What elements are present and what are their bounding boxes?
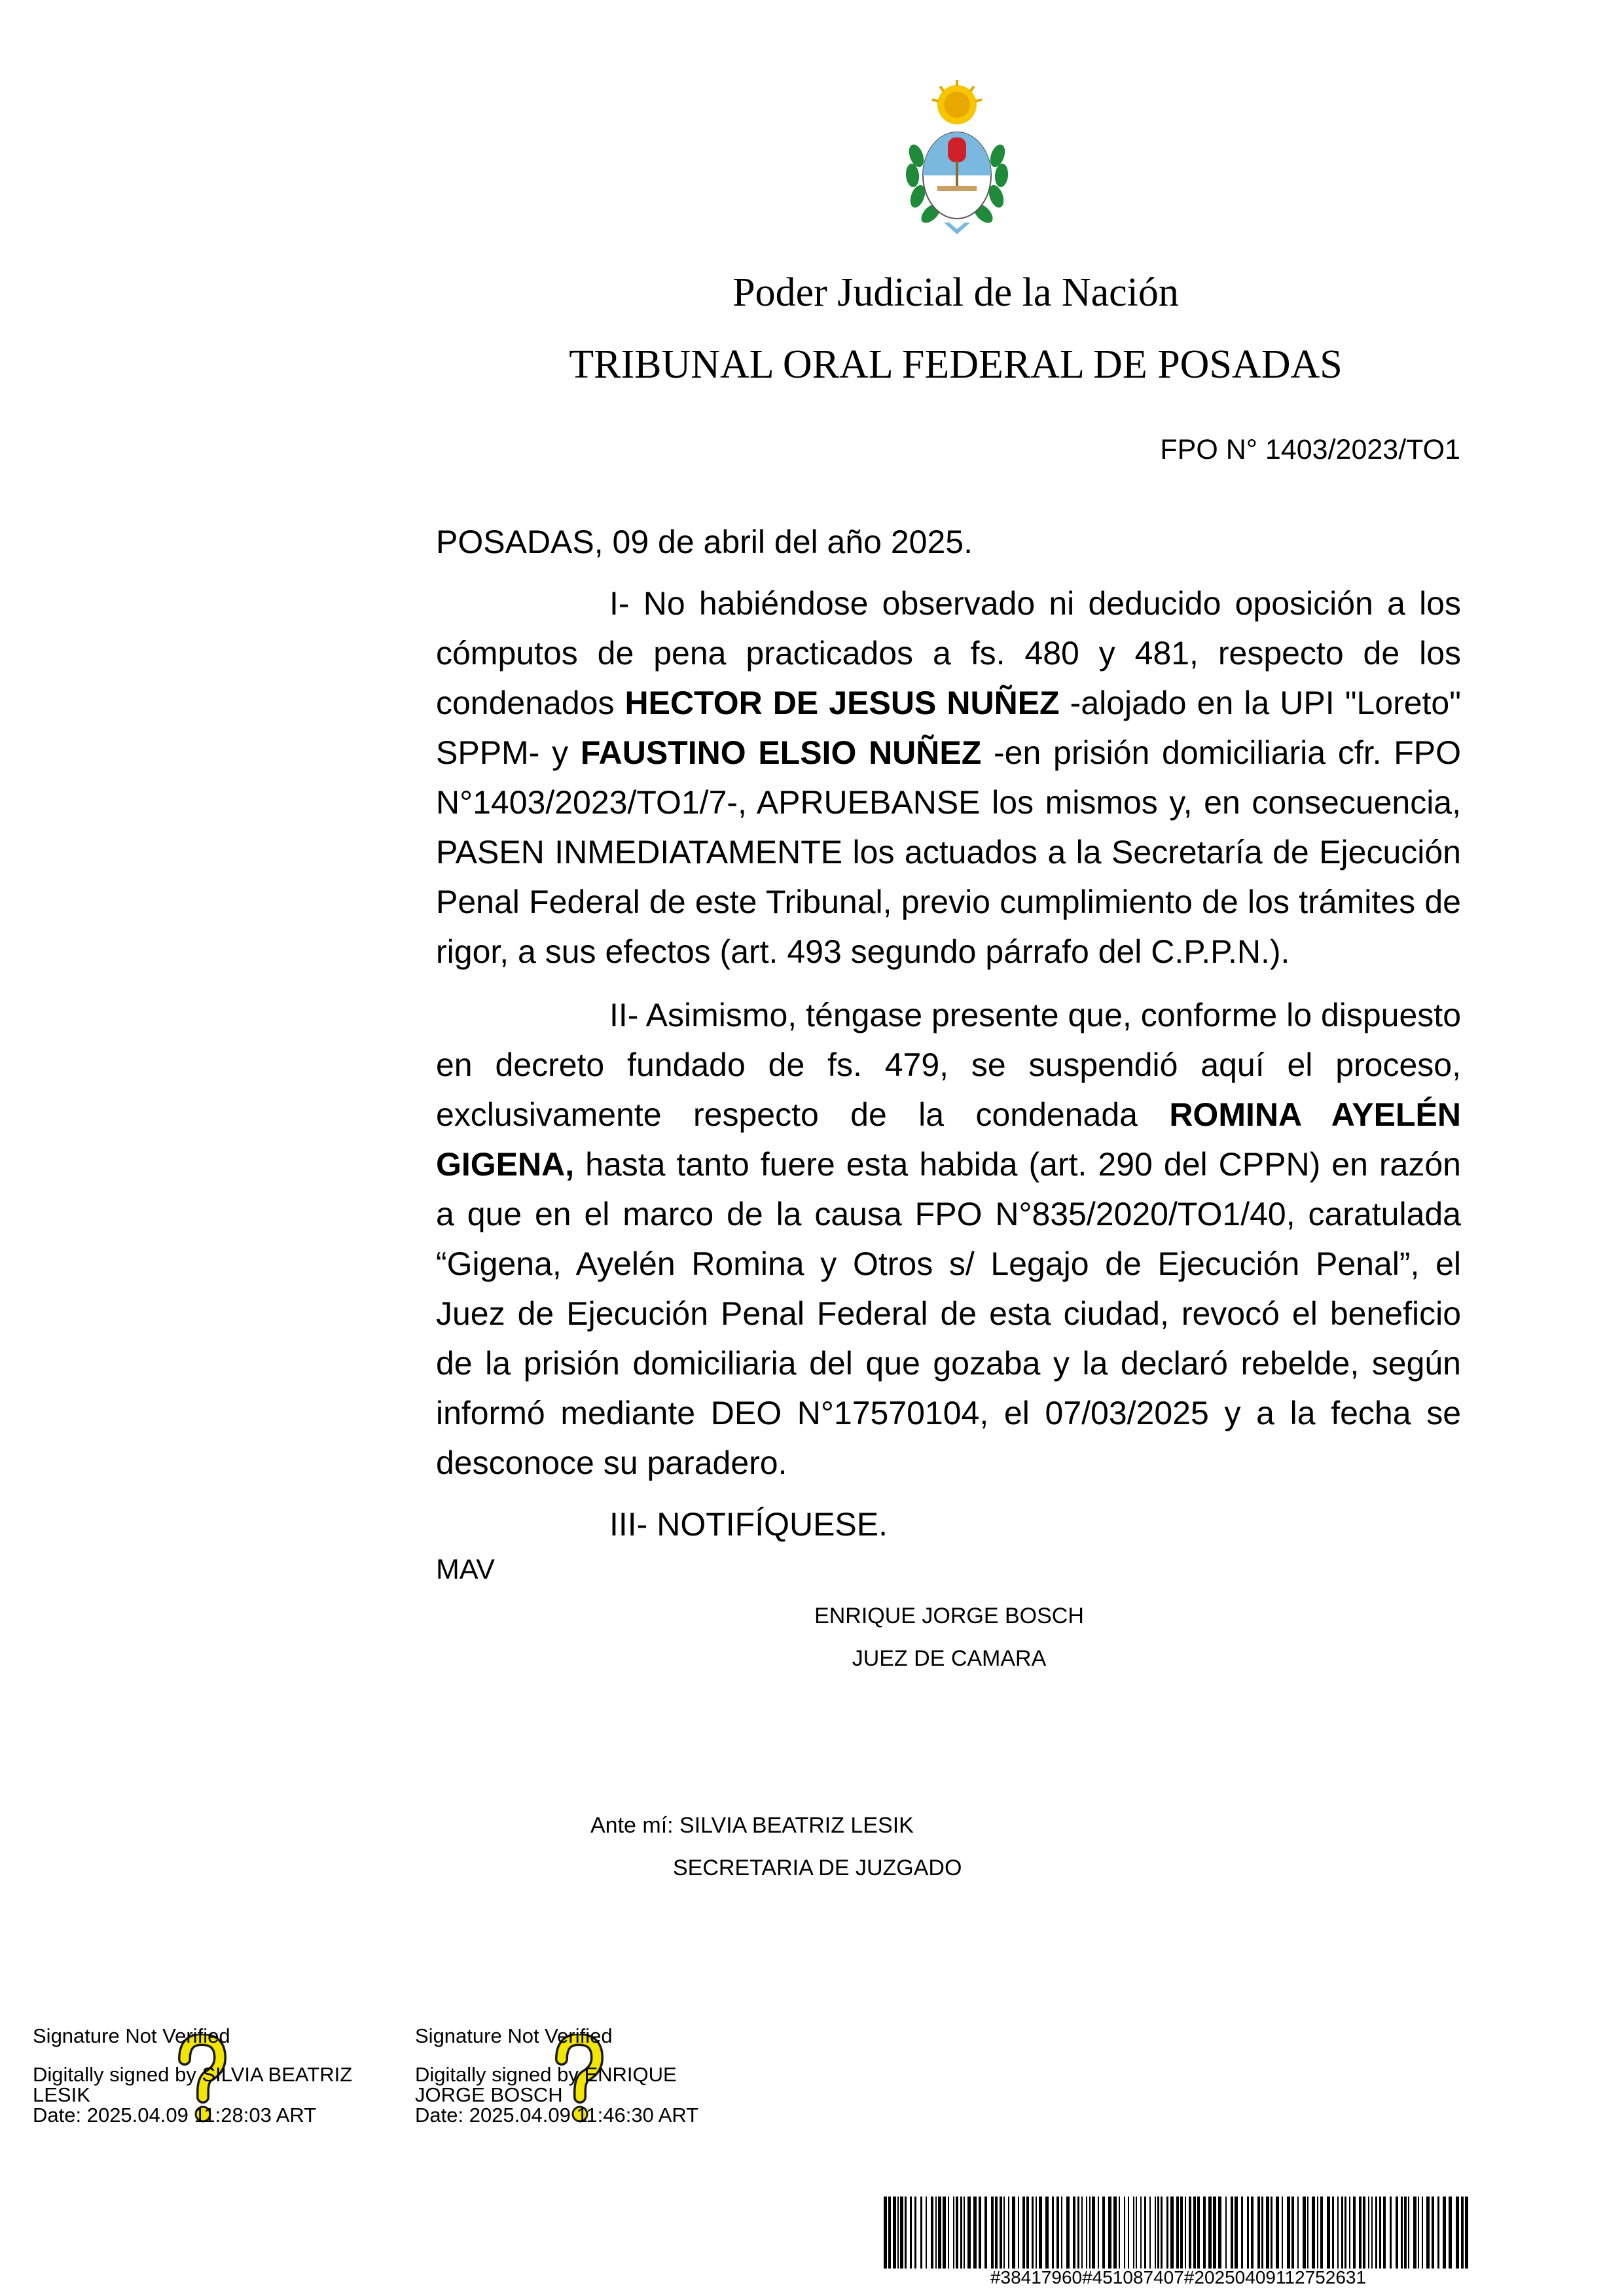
barcode-bar (1203, 2197, 1206, 2269)
barcode-bar (1353, 2197, 1356, 2269)
barcode-bar (1193, 2197, 1196, 2269)
barcode-bar (1337, 2197, 1339, 2269)
barcode-bar (1073, 2197, 1075, 2269)
barcode-bar (1003, 2197, 1005, 2269)
dateline: POSADAS, 09 de abril del año 2025. (436, 524, 973, 560)
paragraph-2-text-b: hasta tanto fuere esta habida (art. 290 del CPPN) en razón a que en el marco de la causa FPO N°835/2020/TO1/40, caratulada “Gigena, Ayelén Romina y Otros s/ Legajo de Ejecución Penal”, el Juez de Ejecución Penal Federal de esta ciudad, revocó el beneficio de la prisión domiciliaria del que gozaba y la declaró rebelde, según informó mediante DEO N°17570104, el 07/03/2025 y a la fecha se desconoce su paradero. (436, 1146, 1461, 1481)
defendant-name-3: ROMINA AYELÉN GIGENA, (436, 1096, 1461, 1183)
barcode-bar (1359, 2197, 1362, 2269)
barcode-bar (1368, 2197, 1369, 2269)
barcode-bar (1297, 2197, 1299, 2269)
barcode-bar (1390, 2197, 1392, 2269)
barcode-bar (1113, 2197, 1117, 2269)
barcode-bar (938, 2197, 941, 2269)
barcode-bar (1437, 2197, 1439, 2269)
barcode-bar (1276, 2197, 1279, 2269)
barcode-bar (995, 2197, 998, 2269)
tribunal-name: TRIBUNAL ORAL FEDERAL DE POSADAS (569, 342, 1343, 387)
barcode-bar (1022, 2197, 1025, 2269)
institution-name: Poder Judicial de la Nación (732, 270, 1179, 315)
barcode-bar (1081, 2197, 1083, 2269)
sun-rays (932, 80, 982, 124)
barcode-bar (1241, 2197, 1243, 2269)
barcode-bar (935, 2197, 937, 2269)
barcode-bar (926, 2197, 927, 2269)
barcode-bar (914, 2197, 916, 2269)
judge-title: JUEZ DE CAMARA (852, 1646, 1047, 1671)
barcode-bar (910, 2197, 912, 2269)
barcode-bar (900, 2197, 903, 2269)
paragraph-2 (436, 990, 1461, 1488)
signed-by-line-2: LESIK (33, 2083, 90, 2106)
barcode-bar (1291, 2197, 1294, 2269)
barcode-bar (1052, 2197, 1054, 2269)
defendant-name-1: HECTOR DE JESUS NUÑEZ (624, 685, 1060, 721)
signature-date: Date: 2025.04.09 11:46:30 ART (415, 2104, 699, 2126)
barcode-bar (1061, 2197, 1062, 2269)
signature-status: Signature Not Verified (415, 2024, 613, 2047)
barcode-bar (1426, 2197, 1430, 2269)
barcode-bar (991, 2197, 994, 2269)
barcode-bar (1418, 2197, 1419, 2269)
barcode-bar (953, 2197, 954, 2269)
barcode-bar (1124, 2197, 1125, 2269)
barcode-bar (1401, 2197, 1403, 2269)
signed-by-line-1: Digitally signed by ENRIQUE (415, 2063, 677, 2086)
barcode-bar (1396, 2197, 1398, 2269)
barcode-bar (1449, 2197, 1452, 2269)
barcode-bar (1251, 2197, 1254, 2269)
barcode-bar (1363, 2197, 1365, 2269)
barcode-bar (1102, 2197, 1105, 2269)
barcode-bar (893, 2197, 896, 2269)
barcode-bar (1136, 2197, 1137, 2269)
barcode-bar (1077, 2197, 1079, 2269)
barcode-bar (1261, 2197, 1263, 2269)
barcode-bar (1128, 2197, 1129, 2269)
barcode-bar (1161, 2197, 1163, 2269)
barcode-bar (1408, 2197, 1409, 2269)
barcode-bar (1170, 2197, 1174, 2269)
barcode-bar (1266, 2197, 1269, 2269)
barcode-bar (1039, 2197, 1042, 2269)
barcode-bar (1066, 2197, 1070, 2269)
barcode-bar (920, 2197, 922, 2269)
barcode-number: #38417960#451087407#20250409112752631 (990, 2267, 1367, 2287)
barcode-bar (1036, 2197, 1037, 2269)
barcode-bar (1180, 2197, 1183, 2269)
digital-signature-block-1 (33, 2026, 352, 2125)
barcode-bar (1213, 2197, 1216, 2269)
barcode-bar (1197, 2197, 1200, 2269)
barcode-bar (1443, 2197, 1446, 2269)
barcode-bar (1404, 2197, 1407, 2269)
barcode-bar (1271, 2197, 1272, 2269)
barcode-bar (1032, 2197, 1034, 2269)
barcode-bar (1303, 2197, 1306, 2269)
signature-status: Signature Not Verified (33, 2024, 230, 2047)
barcode-bar (1332, 2197, 1334, 2269)
barcode-bar (1282, 2197, 1283, 2269)
barcode-bar (1144, 2197, 1146, 2269)
barcode-bar (1119, 2197, 1120, 2269)
paragraph-1-text-b: -alojado en la UPI "Loreto" SPPM- y (436, 685, 1461, 771)
case-number: FPO N° 1403/2023/TO1 (1160, 434, 1460, 465)
barcode-bar (1247, 2197, 1249, 2269)
barcode-bar (1089, 2197, 1091, 2269)
signed-by-line-2: JORGE BOSCH (415, 2083, 563, 2106)
barcode-bar (1098, 2197, 1099, 2269)
paragraph-3-notify: III- NOTIFÍQUESE. (609, 1506, 888, 1543)
barcode-bar (1140, 2197, 1142, 2269)
barcode-bar (1018, 2197, 1019, 2269)
judge-name: ENRIQUE JORGE BOSCH (814, 1604, 1084, 1628)
barcode-bar (1056, 2197, 1059, 2269)
barcode-bar (967, 2197, 971, 2269)
digital-signature-block-2 (415, 2026, 698, 2125)
document-barcode (884, 2197, 1473, 2269)
barcode-bar (1086, 2197, 1087, 2269)
barcode-bar (1312, 2197, 1315, 2269)
barcode-bar (1422, 2197, 1423, 2269)
barcode-bar (1008, 2197, 1009, 2269)
barcode-bar (1371, 2197, 1373, 2269)
paragraph-1 (436, 579, 1461, 977)
barcode-bar (1341, 2197, 1343, 2269)
barcode-bar (1465, 2197, 1468, 2269)
barcode-bar (897, 2197, 899, 2269)
barcode-bar (1287, 2197, 1290, 2269)
barcode-bar (960, 2197, 962, 2269)
barcode-bar (1375, 2197, 1377, 2269)
barcode-bar (1149, 2197, 1151, 2269)
barcode-bar (884, 2197, 887, 2269)
barcode-bar (1379, 2197, 1381, 2269)
barcode-bar (1413, 2197, 1416, 2269)
barcode-bar (1218, 2197, 1221, 2269)
author-initials: MAV (436, 1554, 495, 1585)
barcode-bar (956, 2197, 958, 2269)
barcode-bar (1000, 2197, 1002, 2269)
barcode-bar (1456, 2197, 1459, 2269)
signature-date: Date: 2025.04.09 11:28:03 ART (33, 2104, 317, 2126)
barcode-bar (1108, 2197, 1111, 2269)
barcode-bar (1208, 2197, 1212, 2269)
barcode-bar (1176, 2197, 1179, 2269)
barcode-bar (1155, 2197, 1156, 2269)
paragraph-1-text-a: I- No habiéndose observado ni deducido oposición a los cómputos de pena practicados a fs. 480 y 481, respecto de los condenados (436, 585, 1461, 721)
paragraph-2-text-a: II- Asimismo, téngase presente que, conforme lo dispuesto en decreto fundado de fs. 479, se suspendió aquí el proceso, exclusivamente respecto de la condenada (436, 997, 1461, 1133)
secretary-line: Ante mí: SILVIA BEATRIZ LESIK (590, 1813, 914, 1838)
barcode-bar (964, 2197, 965, 2269)
barcode-bar (1327, 2197, 1330, 2269)
barcode-bar (1231, 2197, 1233, 2269)
barcode-bar (1092, 2197, 1095, 2269)
barcode-bar (1383, 2197, 1386, 2269)
shield-oval (923, 132, 991, 219)
barcode-bar (943, 2197, 946, 2269)
barcode-bar (888, 2197, 891, 2269)
barcode-bar (1045, 2197, 1049, 2269)
paragraph-1-text-c: -en prisión domiciliaria cfr. FPO N°1403/2023/TO1/7-, APRUEBANSE los mismos y, en consecuencia, PASEN INMEDIATAMENTE los actuados a la Secretaría de Ejecución Penal Federal de este Tribunal, previo cumplimiento de los trámites de rigor, a sus efectos (art. 493 segundo párrafo del C.P.P.N.). (436, 734, 1462, 970)
barcode-bar (1344, 2197, 1346, 2269)
barcode-bar (1225, 2197, 1227, 2269)
barcode-bar (1317, 2197, 1318, 2269)
barcode-bar (1461, 2197, 1464, 2269)
barcode-bar (1320, 2197, 1323, 2269)
barcode-bar (1185, 2197, 1186, 2269)
barcode-bar (1432, 2197, 1434, 2269)
barcode-bar (979, 2197, 981, 2269)
barcode-bar (1235, 2197, 1238, 2269)
barcode-bar (948, 2197, 949, 2269)
barcode-bar (931, 2197, 933, 2269)
barcode-bar (1349, 2197, 1350, 2269)
barcode-bar (1166, 2197, 1168, 2269)
barcode-bar (1307, 2197, 1308, 2269)
decree-body (436, 517, 1461, 1549)
secretary-title: SECRETARIA DE JUZGADO (673, 1856, 962, 1880)
barcode-bar (984, 2197, 987, 2269)
defendant-name-2: FAUSTINO ELSIO NUÑEZ (580, 734, 982, 771)
barcode-bar (1257, 2197, 1260, 2269)
barcode-bar (1157, 2197, 1159, 2269)
signed-by-line-1: Digitally signed by SILVIA BEATRIZ (33, 2063, 353, 2086)
barcode-bar (1189, 2197, 1191, 2269)
barcode-bar (1026, 2197, 1029, 2269)
barcode-bar (1012, 2197, 1015, 2269)
national-coat-of-arms-seal (892, 77, 1022, 241)
barcode-bar (973, 2197, 977, 2269)
barcode-bar (905, 2197, 907, 2269)
ribbon (944, 223, 970, 234)
barcode-bar (1133, 2197, 1134, 2269)
